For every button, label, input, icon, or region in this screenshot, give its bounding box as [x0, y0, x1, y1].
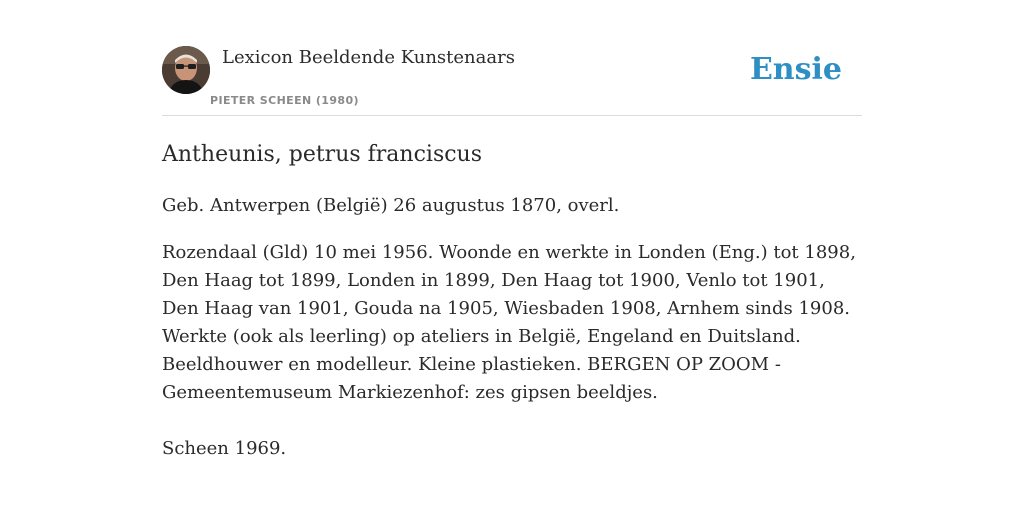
book-title[interactable]: Lexicon Beeldende Kunstenaars	[222, 47, 515, 68]
entry-card	[162, 0, 862, 512]
entry-paragraph: Rozendaal (Gld) 10 mei 1956. Woonde en werkte in Londen (Eng.) tot 1898, Den Haag tot 1899, Londen in 1899, Den Haag tot 1900, Venlo tot 1901, Den Haag van 1901, Gouda na 1905, Wiesbaden 1908, Arnhem sinds 1908. Werkte (ook als leerling) op ateliers in België, Engeland en Duitsland. Beeldhouwer en modelleur. Kleine plastieken. BERGEN OP ZOOM -Gemeentemuseum Markiezenhof: zes gipsen beeldjes.	[162, 242, 856, 403]
avatar-photo-icon	[162, 46, 210, 94]
ensie-logo[interactable]: Ensie	[749, 52, 842, 87]
entry-title: Antheunis, petrus franciscus	[162, 142, 483, 167]
author-avatar[interactable]	[162, 46, 210, 94]
entry-paragraph: Geb. Antwerpen (België) 26 augustus 1870, overl.	[162, 195, 620, 216]
entry-header	[162, 46, 862, 116]
entry-source: Scheen 1969.	[162, 438, 287, 459]
author-name[interactable]: PIETER SCHEEN (1980)	[210, 94, 359, 107]
